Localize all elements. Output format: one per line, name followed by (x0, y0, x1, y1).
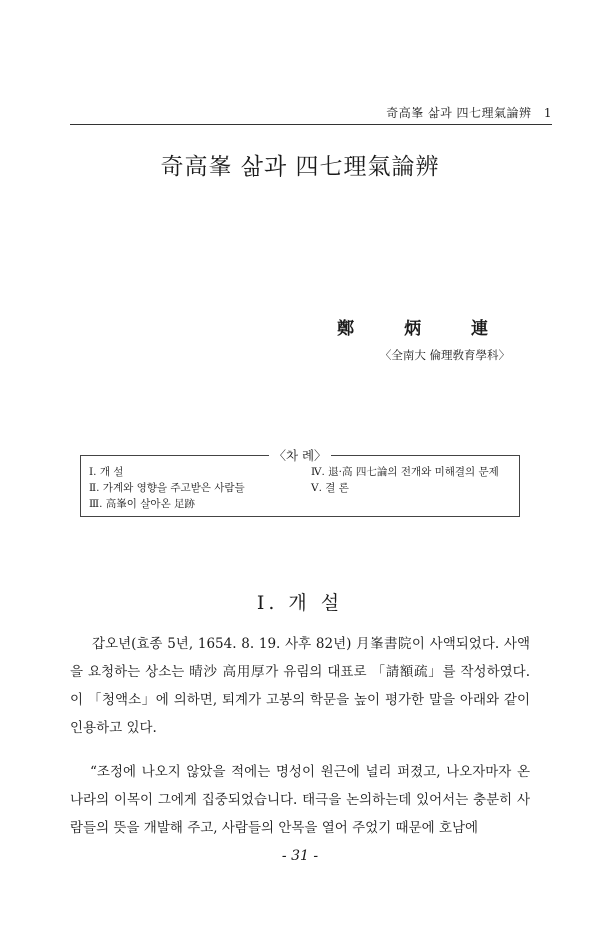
toc-heading-label: 〈차 례〉 (269, 448, 330, 463)
toc-item: Ⅲ. 高峯이 살아온 足跡 (89, 498, 196, 510)
article-title: 奇高峯 삶과 四七理氣論辨 (160, 154, 440, 180)
running-header (386, 104, 552, 121)
toc-item: Ⅰ. 개 설 (89, 466, 124, 478)
toc-left-column (89, 464, 245, 512)
quoted-paragraph: “조정에 나오지 않았을 적에는 명성이 원근에 널리 퍼졌고, 나오자마자 온 나라의 이목이 그에게 집중되었습니다. 태극을 논의하는데 있어서는 충분히 사람들의 뜻을 개발해 주고, 사람들의 안목을 열어 주었기 때문에 호남에 (70, 764, 530, 836)
running-page-ref: 1 (543, 106, 552, 120)
author-affiliation: 〈全南大 倫理敎育學科〉 (379, 348, 510, 362)
toc-right-column (311, 464, 499, 496)
page-number: - 31 - (281, 848, 319, 864)
toc-item: Ⅱ. 가계와 영향을 주고받은 사람들 (89, 482, 245, 494)
toc-heading (0, 446, 600, 464)
body-paragraph: 갑오년(효종 5년, 1654. 8. 19. 사후 82년) 月峯書院이 사액되었다. 사액을 요청하는 상소는 晴沙 高用厚가 유림의 대표로 「請額疏」를 작성하였다. 이 「청액소」에 의하면, 퇴계가 고봉의 학문을 높이 평가한 말을 아래와 같이 인용하고 있다. (70, 636, 530, 736)
section-heading: Ⅰ. 개 설 (256, 592, 344, 614)
toc-item: Ⅳ. 退·高 四七論의 전개와 미해결의 문제 (311, 466, 499, 478)
toc-item: Ⅴ. 결 론 (311, 482, 349, 494)
author-name: 鄭 炳 連 (337, 319, 510, 339)
table-of-contents-box (80, 455, 520, 517)
header-rule (70, 124, 552, 125)
running-title: 奇高峯 삶과 四七理氣論辨 (386, 106, 532, 120)
